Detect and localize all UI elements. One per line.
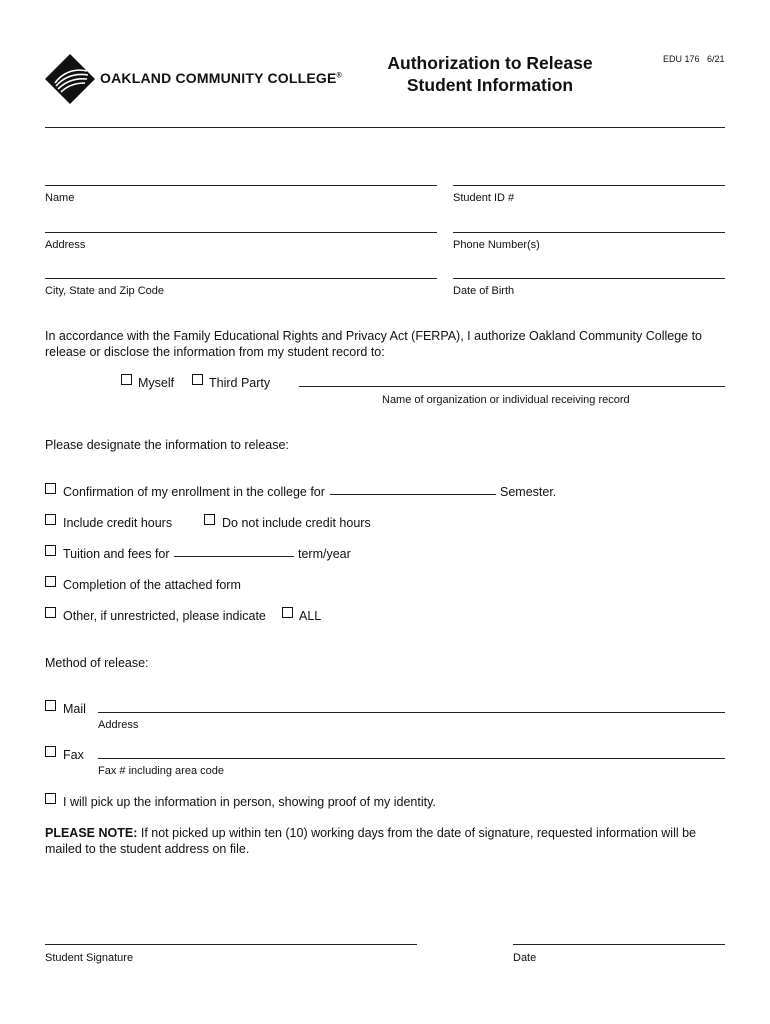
other-label: Other, if unrestricted, please indicate: [63, 609, 266, 623]
city-state-zip-field[interactable]: [45, 278, 437, 279]
pickup-label: I will pick up the information in person, showing proof of my identity.: [63, 795, 436, 809]
please-note: [45, 826, 696, 840]
all-checkbox[interactable]: [282, 607, 293, 618]
form-title-line1: Authorization to Release: [387, 53, 593, 73]
exclude-credit-hours-label: Do not include credit hours: [222, 516, 371, 530]
include-credit-hours-label: Include credit hours: [63, 516, 173, 530]
date-of-birth-label: Date of Birth: [453, 285, 515, 297]
term-year-field[interactable]: [174, 556, 294, 557]
form-title: [360, 52, 620, 96]
name-field[interactable]: [45, 185, 437, 186]
semester-field[interactable]: [330, 494, 496, 495]
mail-address-field[interactable]: [98, 712, 725, 713]
recipient-name-field[interactable]: [299, 386, 725, 387]
city-state-zip-label: City, State and Zip Code: [45, 285, 165, 297]
enrollment-label: Confirmation of my enrollment in the college for: [63, 485, 325, 499]
ferpa-statement-line2: release or disclose the information from my student record to:: [45, 345, 385, 359]
fax-label: Fax: [63, 748, 84, 762]
semester-suffix: Semester.: [500, 485, 557, 499]
please-note-text-line1: If not picked up within ten (10) working days from the date of signature, requested information will be: [137, 826, 697, 840]
exclude-credit-hours-checkbox[interactable]: [204, 514, 215, 525]
address-field[interactable]: [45, 232, 437, 233]
pickup-checkbox[interactable]: [45, 793, 56, 804]
term-year-suffix: term/year: [298, 547, 351, 561]
logo-text: OAKLAND COMMUNITY COLLEGE: [100, 70, 337, 86]
third-party-checkbox[interactable]: [192, 374, 203, 385]
include-credit-hours-checkbox[interactable]: [45, 514, 56, 525]
attached-form-label: Completion of the attached form: [63, 578, 241, 592]
enrollment-checkbox[interactable]: [45, 483, 56, 494]
fax-checkbox[interactable]: [45, 746, 56, 757]
fax-number-field[interactable]: [98, 758, 725, 759]
mail-checkbox[interactable]: [45, 700, 56, 711]
designate-heading: Please designate the information to release:: [45, 438, 289, 452]
address-label: Address: [45, 239, 86, 251]
form-code-date: 6/21: [707, 54, 725, 64]
date-of-birth-field[interactable]: [453, 278, 725, 279]
tuition-checkbox[interactable]: [45, 545, 56, 556]
phone-field[interactable]: [453, 232, 725, 233]
all-label: ALL: [299, 609, 322, 623]
logo-diamond-icon: [44, 53, 96, 105]
form-title-line2: Student Information: [406, 75, 574, 95]
student-signature-field[interactable]: [45, 944, 417, 945]
signature-date-field[interactable]: [513, 944, 725, 945]
form-code-number: EDU 176: [663, 54, 700, 64]
fax-number-caption: Fax # including area code: [98, 765, 224, 777]
ferpa-statement-line1: In accordance with the Family Educational Rights and Privacy Act (FERPA), I authorize Oakland Community College to: [45, 329, 703, 343]
method-heading: Method of release:: [45, 656, 149, 670]
myself-checkbox[interactable]: [121, 374, 132, 385]
mail-label: Mail: [63, 702, 86, 716]
student-id-field[interactable]: [453, 185, 725, 186]
phone-label: Phone Number(s): [453, 239, 540, 251]
college-logo: [44, 53, 344, 105]
student-id-label: Student ID #: [453, 192, 515, 204]
name-label: Name: [45, 192, 75, 204]
third-party-label: Third Party: [209, 376, 271, 390]
other-checkbox[interactable]: [45, 607, 56, 618]
myself-label: Myself: [138, 376, 175, 390]
please-note-text-line2: mailed to the student address on file.: [45, 842, 250, 856]
recipient-name-caption: Name of organization or individual receiving record: [382, 394, 630, 406]
mail-address-caption: Address: [98, 719, 139, 731]
logo-registered-mark: ®: [336, 72, 342, 80]
attached-form-checkbox[interactable]: [45, 576, 56, 587]
please-note-label: PLEASE NOTE:: [45, 826, 138, 840]
signature-date-label: Date: [513, 952, 537, 964]
student-signature-label: Student Signature: [45, 952, 134, 964]
form-code: [663, 54, 725, 64]
header-divider: [45, 127, 725, 128]
tuition-label: Tuition and fees for: [63, 547, 170, 561]
